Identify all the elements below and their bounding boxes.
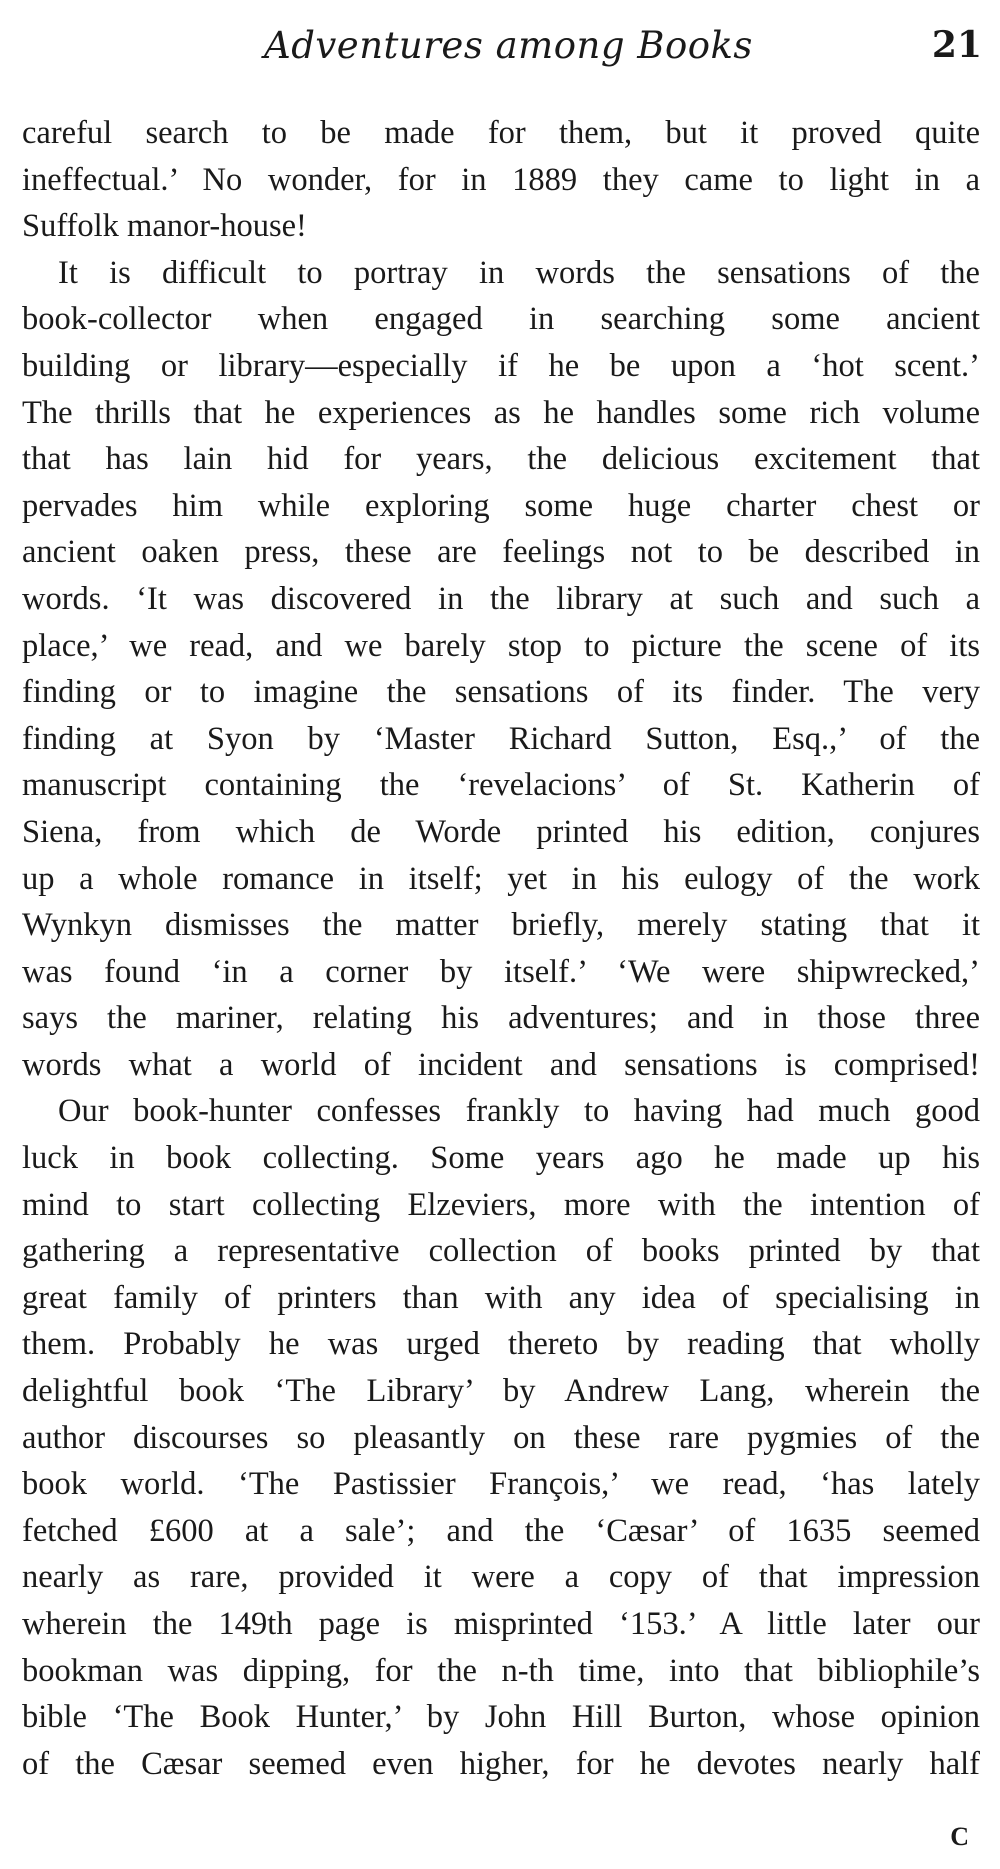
- text-line: pervades him while exploring some huge charter chest or: [22, 487, 980, 524]
- text-line: great family of printers than with any idea of specialising in: [22, 1279, 980, 1316]
- text-line: building or library—especially if he be upon a ‘hot scent.’: [22, 347, 980, 384]
- text-line: manuscript containing the ‘revelacions’ of St. Katherin of: [22, 767, 980, 804]
- text-line: of the Cæsar seemed even higher, for he devotes nearly half: [22, 1745, 980, 1782]
- text-line: fetched £600 at a sale’; and the ‘Cæsar’ of 1635 seemed: [22, 1512, 980, 1549]
- text-line: Wynkyn dismisses the matter briefly, merely stating that it: [22, 907, 980, 944]
- text-line: It is difficult to portray in words the sensations of the: [58, 254, 980, 291]
- running-title: Adventures among Books: [264, 24, 753, 67]
- text-line: place,’ we read, and we barely stop to picture the scene of its: [22, 627, 980, 664]
- text-line: bookman was dipping, for the n-th time, into that bibliophile’s: [22, 1652, 980, 1689]
- text-line: The thrills that he experiences as he handles some rich volume: [22, 394, 980, 431]
- text-line: gathering a representative collection of books printed by that: [22, 1233, 980, 1270]
- text-line: careful search to be made for them, but it proved quite: [22, 115, 980, 151]
- text-line: was found ‘in a corner by itself.’ ‘We were shipwrecked,’: [22, 953, 980, 990]
- text-line: words. ‘It was discovered in the library at such and such a: [22, 580, 980, 617]
- paragraph-3: [22, 1088, 980, 1787]
- text-line: Siena, from which de Worde printed his edition, conjures: [22, 813, 980, 850]
- text-line: nearly as rare, provided it were a copy of that impression: [22, 1559, 980, 1596]
- text-line: finding at Syon by ‘Master Richard Sutton, Esq.,’ of the: [22, 720, 980, 757]
- text-line: words what a world of incident and sensations is comprised!: [22, 1046, 980, 1083]
- text-line: Our book-hunter confesses frankly to having had much good: [58, 1093, 980, 1130]
- text-line: bible ‘The Book Hunter,’ by John Hill Burton, whose opinion: [22, 1699, 980, 1736]
- text-line: author discourses so pleasantly on these rare pygmies of the: [22, 1419, 980, 1456]
- running-head: [0, 20, 1000, 80]
- signature-mark: C: [950, 1822, 970, 1851]
- text-line: mind to start collecting Elzeviers, more with the intention of: [22, 1186, 980, 1223]
- text-line: ancient oaken press, these are feelings not to be described in: [22, 534, 980, 571]
- text-line: wherein the 149th page is misprinted ‘153.’ A little later our: [22, 1606, 980, 1642]
- text-line: says the mariner, relating his adventures; and in those three: [22, 1000, 980, 1037]
- paragraph-2: [22, 250, 980, 1089]
- text-line: Suffolk manor-house!: [22, 208, 307, 245]
- text-line: finding or to imagine the sensations of its finder. The very: [22, 674, 980, 711]
- page-number: 21: [931, 24, 982, 66]
- text-line: that has lain hid for years, the delicious excitement that: [22, 441, 980, 478]
- text-line: book-collector when engaged in searching some ancient: [22, 301, 980, 338]
- paragraph-1: [22, 110, 980, 250]
- text-line: ineffectual.’ No wonder, for in 1889 they came to light in a: [22, 161, 980, 198]
- text-line: delightful book ‘The Library’ by Andrew Lang, wherein the: [22, 1373, 980, 1410]
- text-line: them. Probably he was urged thereto by reading that wholly: [22, 1326, 980, 1363]
- body-text: [22, 110, 980, 1787]
- text-line: luck in book collecting. Some years ago he made up his: [22, 1140, 980, 1177]
- text-line: up a whole romance in itself; yet in his eulogy of the work: [22, 860, 980, 897]
- text-line: book world. ‘The Pastissier François,’ we read, ‘has lately: [22, 1466, 980, 1503]
